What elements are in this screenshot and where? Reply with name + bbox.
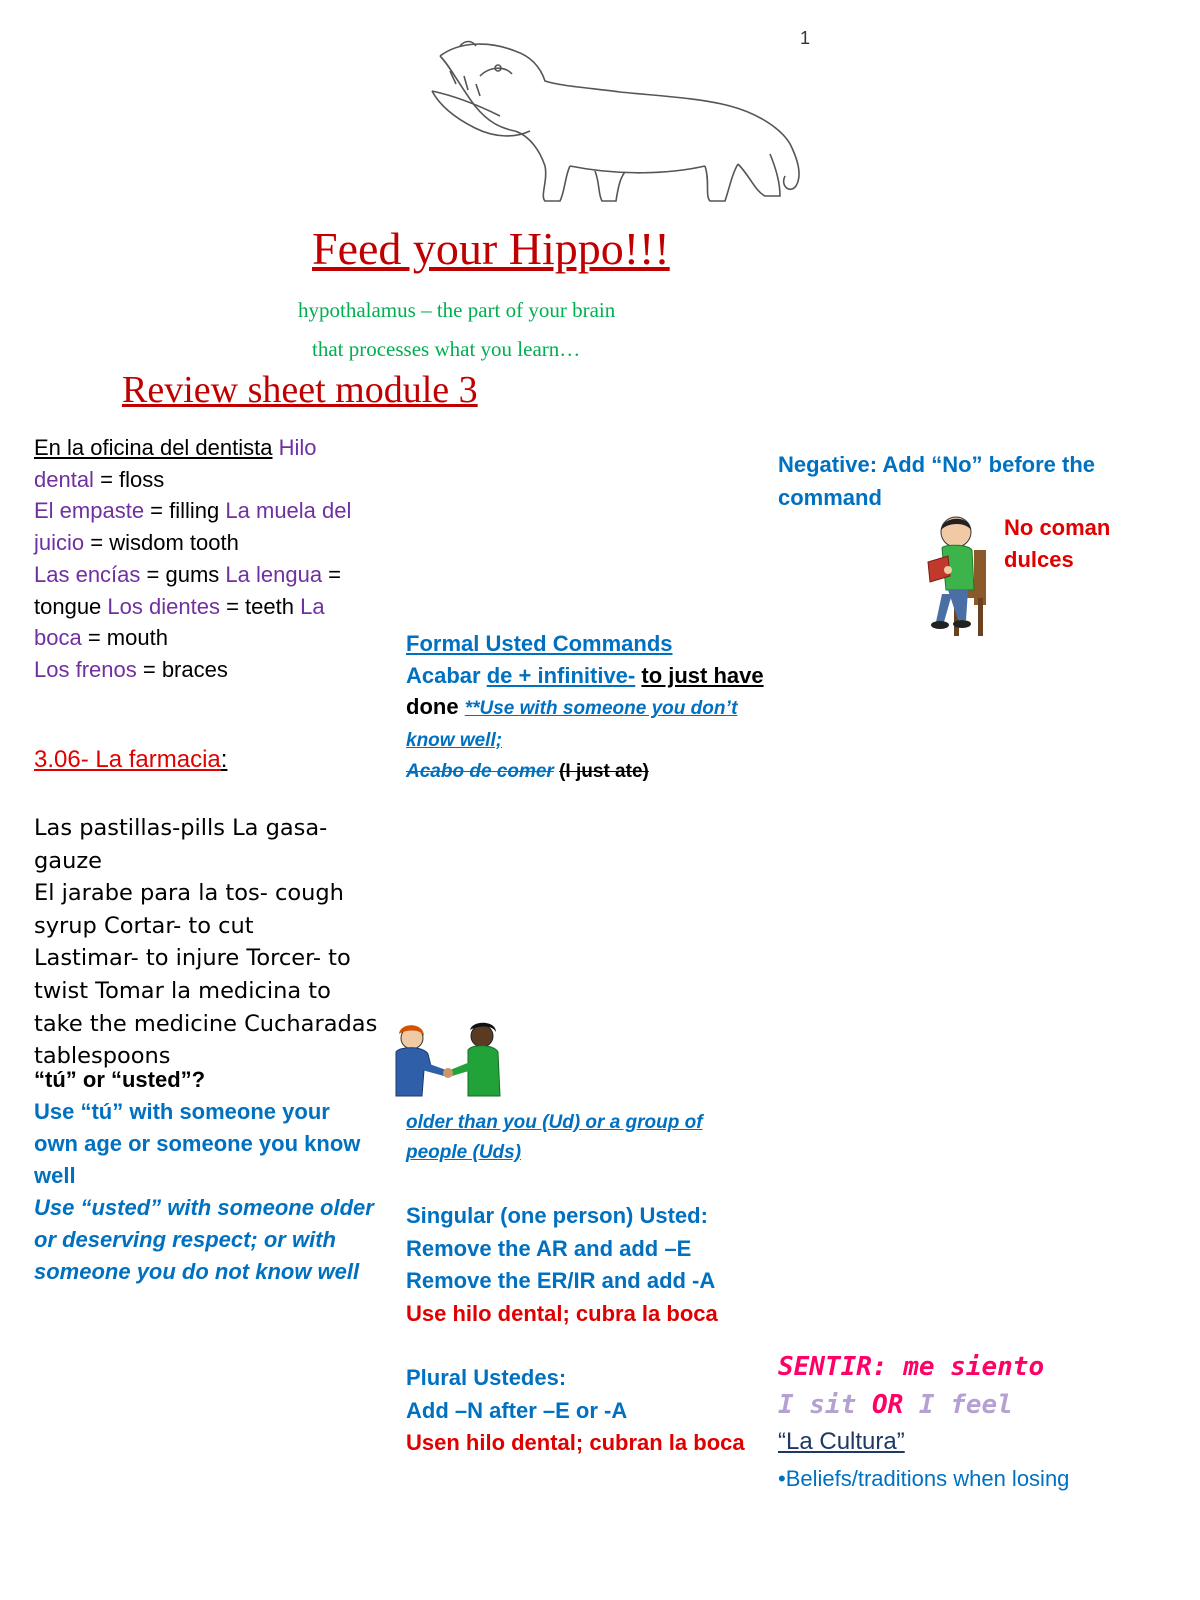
term-en: tongue: [34, 593, 102, 619]
usted-rule: someone you do not know well: [34, 1259, 360, 1284]
singular-heading: Singular (one person) Usted:: [406, 1203, 708, 1228]
plural-heading: Plural Ustedes:: [406, 1365, 567, 1390]
term-es: Hilo: [278, 435, 317, 460]
term-es: Los dientes: [107, 593, 220, 619]
plural-section: [406, 1362, 745, 1460]
dentist-section: En la oficina del dentista Hilo dental = floss El empaste = filling La muela del juicio = wisdom tooth Las encías = gums La lengua = tongue Los dientes = teeth La boca = mouth Los frenos = braces: [34, 435, 352, 682]
negative-rule: Negative: Add “No” before the: [778, 452, 1095, 477]
singular-er-rule: Remove the ER/IR and add -A: [406, 1268, 716, 1293]
pharmacy-list: [34, 812, 414, 1073]
page-number: 1: [800, 28, 811, 48]
pharmacy-line: take the medicine Cucharadas: [34, 1010, 378, 1037]
term-es: Los frenos: [34, 656, 137, 682]
term-en: teeth: [245, 593, 294, 619]
term-es: La lengua: [225, 561, 323, 587]
singular-example: Use hilo dental; cubra la boca: [406, 1300, 718, 1326]
tu-rule: Use “tú” with someone your: [34, 1099, 330, 1124]
page-title: Feed your Hippo!!!: [312, 223, 670, 274]
sentir-section: SENTIR: me siento I sit OR I feel: [778, 1348, 1044, 1424]
usted-rule: or deserving respect; or with: [34, 1227, 336, 1252]
pharmacy-line: El jarabe para la tos- cough: [34, 880, 344, 907]
negative-rule: command: [778, 485, 882, 510]
dentist-heading: En la oficina del dentista: [34, 435, 273, 460]
term-es: La: [300, 593, 325, 619]
subtitle-line-2: that processes what you learn…: [312, 337, 581, 361]
plural-rule: Add –N after –E or -A: [406, 1397, 628, 1423]
subtitle-line-1: hypothalamus – the part of your brain: [298, 298, 616, 322]
pharmacy-line: gauze: [34, 847, 102, 874]
pharmacy-heading-row: 3.06- La farmacia:: [34, 746, 228, 773]
pharmacy-line: Las pastillas-pills La gasa-: [34, 815, 328, 841]
handshake-icon: [384, 1022, 514, 1102]
reading-boy-icon: [922, 510, 1004, 640]
tu-usted-section: [34, 1064, 374, 1288]
commands-section: Formal Usted Commands Acabar de + infinitive- to just have done **Use with someone you don’t know well; Acabo de comer (I just ate): [406, 628, 786, 788]
negative-section: [778, 448, 1095, 514]
term-en: floss: [119, 466, 165, 492]
term-es: Las encías: [34, 561, 141, 587]
term-es: boca: [34, 625, 82, 651]
pharmacy-line: tablespoons: [34, 1043, 171, 1070]
singular-ar-rule: Remove the AR and add –E: [406, 1235, 692, 1261]
term-es: La muela del: [225, 498, 352, 524]
hippo-drawing-icon: [420, 36, 810, 211]
term-es: dental: [34, 466, 94, 492]
pharmacy-heading: 3.06- La farmacia: [34, 746, 221, 773]
term-en: mouth: [106, 625, 168, 651]
term-en: filling: [169, 498, 220, 524]
plural-example: Usen hilo dental; cubran la boca: [406, 1430, 745, 1455]
term-en: gums: [165, 561, 220, 587]
term-es: juicio: [34, 530, 85, 556]
module-title: Review sheet module 3: [122, 369, 478, 411]
singular-section: [406, 1200, 718, 1330]
negative-example: No coman dulces: [1004, 515, 1111, 572]
term-en: wisdom tooth: [109, 530, 239, 556]
commands-note: know well;: [406, 729, 503, 751]
tu-usted-question: “tú” or “usted”?: [34, 1067, 206, 1092]
older-note: older than you (Ud) or a group of people (Uds): [406, 1112, 703, 1163]
cultura-bullet: •Beliefs/traditions when losing: [778, 1466, 1070, 1491]
cultura-heading: “La Cultura”: [778, 1428, 905, 1455]
term-es: El empaste: [34, 498, 145, 524]
pharmacy-line: twist Tomar la medicina to: [34, 977, 331, 1004]
pharmacy-line: Lastimar- to injure Torcer- to: [34, 945, 351, 972]
sentir-line: SENTIR: me siento: [778, 1352, 1045, 1382]
tu-rule: own age or someone you know: [34, 1131, 361, 1156]
tu-rule: well: [34, 1163, 76, 1188]
pharmacy-line: syrup Cortar- to cut: [34, 912, 254, 939]
commands-heading: Formal Usted Commands: [406, 631, 673, 656]
usted-rule: Use “usted” with someone older: [34, 1195, 374, 1220]
term-en: braces: [161, 656, 228, 682]
